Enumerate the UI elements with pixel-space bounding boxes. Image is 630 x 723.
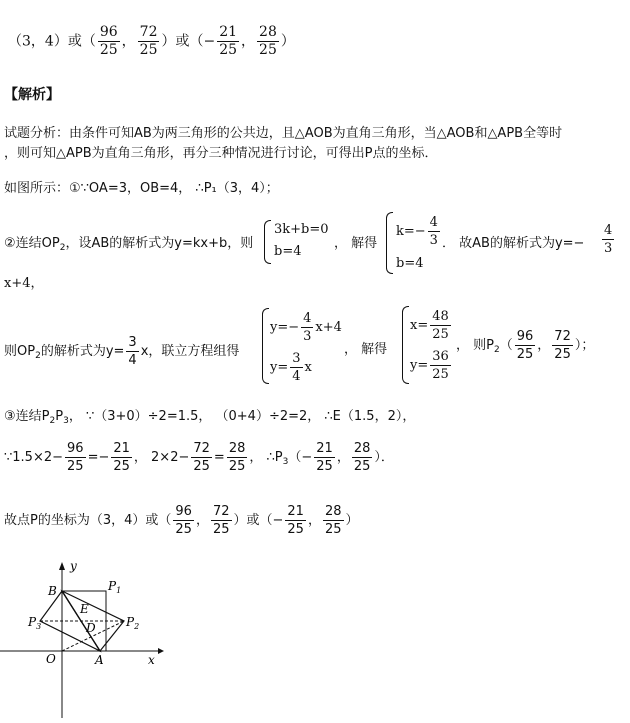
text: x+4	[315, 320, 342, 335]
fraction	[430, 348, 451, 383]
denominator: 25	[212, 522, 230, 537]
denominator: 3	[429, 233, 438, 248]
ab-expression	[442, 232, 584, 251]
ab-continuation: x+4，	[4, 276, 44, 291]
fraction	[352, 440, 373, 475]
answer-text: ）	[280, 33, 295, 50]
fraction	[323, 503, 344, 538]
numerator: 4	[303, 311, 312, 326]
text: ， 则P	[456, 338, 494, 353]
system-brace	[264, 220, 271, 264]
text: 故点P的坐标为（3，4）或（	[4, 513, 172, 528]
label-subscript: 3	[36, 622, 42, 631]
text: ）；	[574, 338, 595, 353]
denominator: 25	[287, 522, 304, 537]
numerator: 4	[429, 215, 438, 230]
conclusion-line	[4, 503, 359, 538]
numerator: 21	[287, 504, 304, 519]
text: ， ∵（3+0）÷2=1.5， （0+4）÷2=2， ∴E（1.5，2），	[68, 409, 416, 424]
text: 则OP	[4, 344, 36, 359]
numerator: 96	[67, 441, 84, 456]
system-eq-1: 3k+b=0	[274, 222, 329, 237]
solution-k	[396, 214, 442, 249]
solution-brace	[402, 306, 409, 384]
label-p2	[125, 615, 139, 631]
text: =−	[87, 450, 110, 465]
text: ∵1.5×2−	[4, 450, 64, 465]
fraction	[515, 328, 536, 363]
denominator: 25	[228, 459, 246, 474]
text: ）．	[374, 450, 394, 465]
text: （	[499, 338, 513, 353]
numerator: 96	[99, 24, 118, 40]
fraction	[602, 222, 614, 257]
answer-line	[8, 24, 295, 59]
numerator: 48	[432, 309, 449, 324]
fraction	[126, 334, 138, 369]
op2-expression	[4, 334, 239, 369]
label-e: E	[80, 602, 89, 616]
fraction	[290, 350, 302, 385]
subscript: 2	[49, 416, 56, 426]
denominator: 25	[175, 522, 192, 537]
fraction	[257, 24, 279, 59]
subscript: 2	[59, 243, 66, 253]
numerator: 28	[259, 24, 277, 40]
comma: ，	[307, 513, 321, 528]
p2-result	[456, 328, 594, 363]
solve-label: ， 解得	[334, 236, 378, 251]
comma: ，	[195, 513, 209, 528]
y-axis-arrow	[59, 562, 65, 570]
text: ）或（−	[233, 513, 284, 528]
denominator: 25	[259, 42, 277, 58]
numerator: 3	[128, 335, 137, 350]
text: P	[55, 409, 64, 424]
denominator: 3	[604, 241, 613, 256]
subscript: 3	[63, 416, 69, 426]
section-title: 【解析】	[4, 87, 60, 103]
fraction	[191, 440, 212, 475]
answer-text: ）或（−	[161, 33, 216, 50]
text: ． 故AB的解析式为y=−	[442, 236, 585, 251]
system-eq-2: b=4	[274, 244, 302, 259]
fraction	[111, 440, 132, 475]
solution-brace	[386, 212, 393, 274]
numerator: 28	[324, 504, 342, 519]
system-brace	[262, 308, 269, 384]
denominator: 25	[67, 459, 84, 474]
text: x=	[410, 318, 429, 333]
label-o: O	[46, 652, 56, 666]
fraction	[217, 24, 239, 59]
denominator: 25	[554, 347, 571, 362]
numerator: 28	[228, 441, 246, 456]
x-axis-arrow	[158, 648, 164, 654]
text: =	[213, 450, 225, 465]
denominator: 3	[303, 329, 312, 344]
text: y=	[270, 360, 289, 375]
case-3b-line	[4, 440, 394, 475]
case-1: 如图所示：①∵OA=3，OB=4， ∴P₁（3，4）；	[4, 181, 279, 196]
denominator: 25	[139, 42, 158, 58]
denominator: 25	[316, 459, 333, 474]
text: ③连结P	[4, 409, 50, 424]
y-label: y	[70, 560, 77, 573]
solution-y	[410, 348, 453, 383]
comma: ，	[241, 33, 256, 50]
rect-p1-edges	[62, 591, 106, 651]
text: k=−	[396, 224, 426, 239]
text: y=	[410, 358, 429, 373]
numerator: 72	[212, 504, 230, 519]
text: ， 2×2−	[133, 450, 190, 465]
numerator: 3	[292, 351, 301, 366]
fraction	[98, 24, 120, 59]
denominator: 25	[432, 327, 449, 342]
numerator: 72	[193, 441, 210, 456]
fraction	[65, 440, 86, 475]
label-p3	[27, 615, 41, 631]
case-2-line	[4, 232, 253, 253]
text: ，	[336, 450, 350, 465]
analysis-line-2: ，则可知△APB为直角三角形，再分三种情况进行讨论，可得出P点的坐标．	[4, 146, 438, 161]
fraction	[285, 503, 306, 538]
solve-label: ， 解得	[344, 342, 388, 357]
label-d: D	[86, 621, 96, 635]
numerator: 36	[432, 349, 449, 364]
comma: ，	[121, 33, 136, 50]
solution-x	[410, 308, 453, 343]
ab-fraction	[600, 222, 616, 257]
numerator: 72	[139, 24, 158, 40]
fraction	[430, 308, 451, 343]
fraction	[138, 24, 160, 59]
denominator: 4	[128, 353, 137, 368]
text: ，设AB的解析式为y=kx+b，则	[65, 236, 254, 251]
numerator: 72	[554, 329, 571, 344]
fraction	[173, 503, 194, 538]
subscript: 2	[35, 351, 41, 361]
numerator: 28	[353, 441, 371, 456]
numerator: 96	[175, 504, 192, 519]
numerator: 21	[113, 441, 130, 456]
fraction	[301, 310, 313, 345]
fraction	[552, 328, 573, 363]
solution-b: b=4	[396, 256, 424, 271]
label-text: P	[108, 579, 117, 593]
x-label: x	[148, 653, 155, 667]
system-eq-2	[270, 350, 312, 385]
denominator: 25	[99, 42, 118, 58]
fraction	[227, 440, 248, 475]
denominator: 25	[193, 459, 210, 474]
numerator: 96	[516, 329, 534, 344]
text: x，联立方程组得	[140, 344, 240, 359]
label-subscript: 2	[134, 622, 140, 631]
numerator: 21	[316, 441, 333, 456]
denominator: 25	[516, 347, 534, 362]
label-text: P	[126, 615, 135, 629]
text: ②连结OP	[4, 236, 60, 251]
text: ，	[537, 338, 551, 353]
text: （−	[288, 450, 313, 465]
subscript: 2	[493, 345, 500, 355]
text: 的解析式为y=	[40, 344, 125, 359]
text: x	[304, 360, 312, 375]
text: ， ∴P	[249, 450, 283, 465]
text: y=−	[270, 320, 300, 335]
numerator: 4	[604, 223, 613, 238]
answer-text: （3，4）或（	[8, 33, 96, 50]
fraction	[428, 214, 440, 249]
denominator: 25	[324, 522, 342, 537]
case-3-line	[4, 405, 415, 426]
subscript: 3	[282, 457, 289, 467]
fraction	[211, 503, 232, 538]
system-eq-1	[270, 310, 342, 345]
analysis-line-1: 试题分析：由条件可知AB为两三角形的公共边，且△AOB为直角三角形，当△AOB和△APB全等时	[4, 126, 563, 141]
label-a: A	[95, 653, 104, 667]
label-b: B	[48, 584, 57, 598]
text: ）	[345, 513, 359, 528]
denominator: 4	[292, 369, 301, 384]
numerator: 21	[219, 24, 238, 40]
label-text: P	[28, 615, 37, 629]
fraction	[314, 440, 335, 475]
geometry-figure	[0, 560, 170, 720]
label-subscript: 1	[116, 586, 122, 595]
denominator: 25	[353, 459, 371, 474]
denominator: 25	[219, 42, 238, 58]
label-p1	[107, 579, 121, 595]
denominator: 25	[432, 367, 449, 382]
denominator: 25	[113, 459, 130, 474]
